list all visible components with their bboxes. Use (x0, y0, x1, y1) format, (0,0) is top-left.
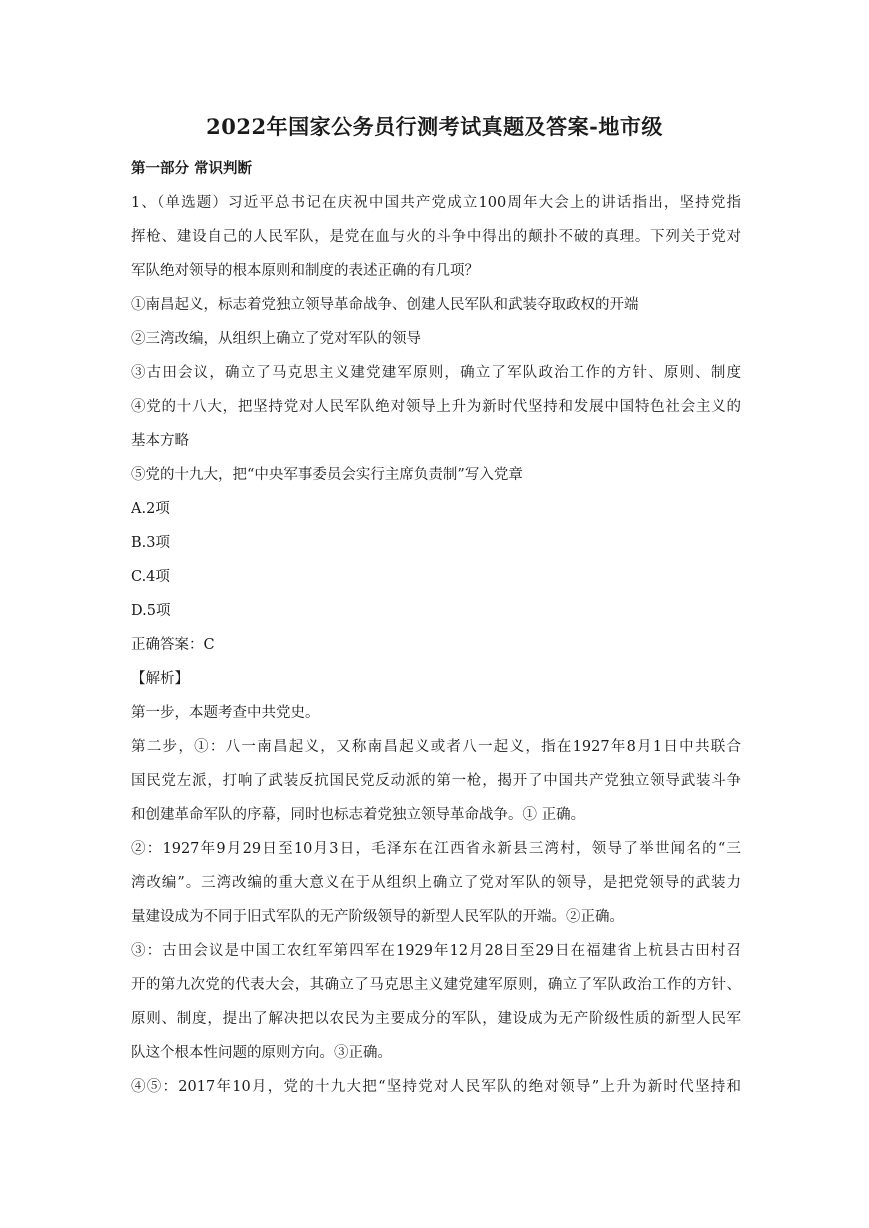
question-stem-line: 挥枪、建设自己的人民军队，是党在血与火的斗争中得出的颠扑不破的真理。下列关于党对 (131, 229, 741, 245)
statement-item: ④党的十八大，把坚持党对人民军队绝对领导上升为新时代坚持和发展中国特色社会主义的 (131, 399, 741, 415)
option-c: C.4项 (131, 569, 170, 585)
analysis-line: 量建设成为不同于旧式军队的无产阶级领导的新型人民军队的开端。②正确。 (131, 909, 624, 925)
analysis-line: 开的第九次党的代表大会，其确立了马克思主义建党建军原则，确立了军队政治工作的方针、 (131, 977, 741, 993)
analysis-line: 第一步，本题考查中共党史。 (131, 705, 320, 721)
document-title: 2022年国家公务员行测考试真题及答案-地市级 (206, 114, 663, 139)
analysis-line: 队这个根本性问题的原则方向。③正确。 (131, 1045, 392, 1061)
statement-item: ⑤党的十九大，把“中央军事委员会实行主席负责制”写入党章 (131, 467, 523, 483)
correct-answer: 正确答案：C (131, 637, 215, 653)
statement-item: ②三湾改编，从组织上确立了党对军队的领导 (131, 331, 421, 347)
question-stem-line: 1、（单选题）习近平总书记在庆祝中国共产党成立100周年大会上的讲话指出，坚持党指 (131, 195, 741, 211)
analysis-line: 第二步，①：八一南昌起义，又称南昌起义或者八一起义，指在1927年8月1日中共联合 (131, 739, 741, 755)
analysis-line: 湾改编”。三湾改编的重大意义在于从组织上确立了党对军队的领导，是把党领导的武装力 (131, 875, 741, 891)
question-stem-line: 军队绝对领导的根本原则和制度的表述正确的有几项？ (131, 263, 479, 279)
question-stem (131, 186, 741, 288)
section-heading: 第一部分 常识判断 (131, 160, 253, 177)
option-b: B.3项 (131, 535, 170, 551)
analysis-line: ④⑤：2017年10月，党的十九大把“坚持党对人民军队的绝对领导”上升为新时代坚持和 (131, 1079, 741, 1095)
statement-item: 基本方略 (131, 433, 189, 449)
statement-item: ①南昌起义，标志着党独立领导革命战争、创建人民军队和武装夺取政权的开端 (131, 297, 639, 313)
analysis-heading: 【解析】 (131, 671, 189, 687)
statement-list (131, 288, 741, 492)
analysis-line: 和创建革命军队的序幕，同时也标志着党独立领导革命战争。① 正确。 (131, 807, 586, 823)
option-list (131, 492, 741, 628)
analysis-line: ②：1927年9月29日至10月3日，毛泽东在江西省永新县三湾村，领导了举世闻名的“三 (131, 841, 741, 857)
statement-item: ③古田会议，确立了马克思主义建党建军原则，确立了军队政治工作的方针、原则、制度 (131, 365, 741, 381)
option-a: A.2项 (131, 501, 170, 517)
analysis-line: 国民党左派，打响了武装反抗国民党反动派的第一枪，揭开了中国共产党独立领导武装斗争 (131, 773, 741, 789)
analysis-body (131, 696, 741, 1104)
analysis-line: 原则、制度，提出了解决把以农民为主要成分的军队，建设成为无产阶级性质的新型人民军 (131, 1011, 741, 1027)
document-body (131, 152, 741, 1104)
analysis-line: ③：古田会议是中国工农红军第四军在1929年12月28日至29日在福建省上杭县古田村召 (131, 943, 741, 959)
option-d: D.5项 (131, 603, 171, 619)
